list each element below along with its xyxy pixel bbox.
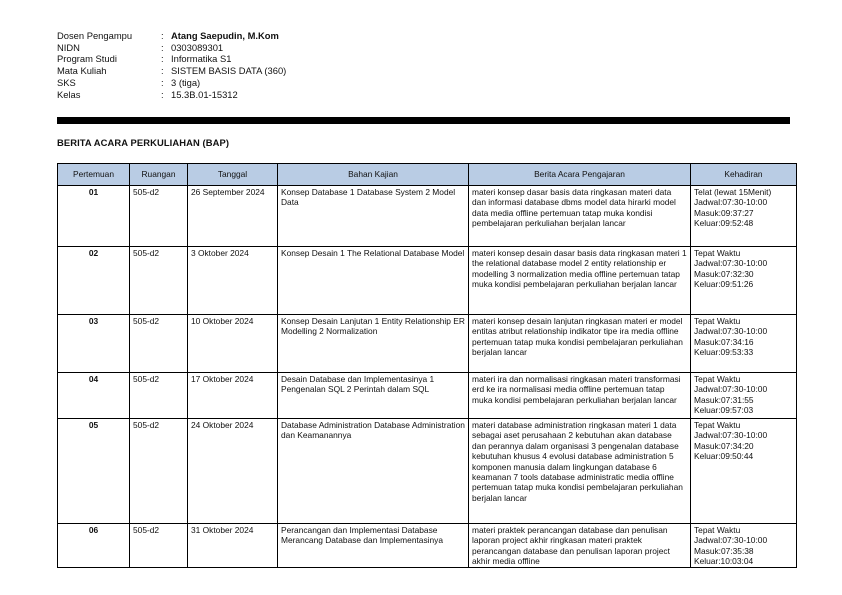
info-row (57, 77, 286, 89)
info-value: Atang Saepudin, M.Kom (171, 30, 279, 41)
tanggal-cell: 3 Oktober 2024 (188, 247, 278, 315)
kehadiran-line: Keluar:09:52:48 (694, 218, 754, 229)
kehadiran-cell (691, 373, 797, 419)
kehadiran-cell (691, 524, 797, 568)
info-separator: : (161, 76, 164, 88)
section-title: BERITA ACARA PERKULIAHAN (BAP) (57, 137, 230, 148)
kehadiran-line: Jadwal:07:30-10:00 (694, 430, 768, 441)
info-separator: : (161, 53, 164, 65)
kehadiran-line: Keluar:09:57:03 (694, 405, 754, 416)
ruangan-cell: 505-d2 (130, 419, 188, 524)
info-separator: : (161, 30, 164, 41)
pertemuan-cell: 05 (58, 419, 130, 524)
pertemuan-cell: 03 (58, 315, 130, 373)
info-label: SKS (57, 76, 76, 88)
lecturer-info (57, 30, 286, 100)
tanggal-cell: 26 September 2024 (188, 186, 278, 247)
kehadiran-line: Jadwal:07:30-10:00 (694, 535, 768, 546)
pertemuan-cell: 06 (58, 524, 130, 568)
info-separator: : (161, 41, 164, 53)
kehadiran-line: Keluar:10:03:04 (694, 556, 754, 567)
kehadiran-cell (691, 419, 797, 524)
berita-acara-cell: materi ira dan normalisasi ringkasan materi transformasi erd ke ira normalisasi media offline pertemuan tatap muka kondisi pembelajaran perkuliahan berjalan lancar (469, 373, 691, 419)
berita-acara-cell: materi konsep dasar basis data ringkasan materi data dan informasi database dbms model data hirarki model data media offline pertemuan tatap muka kondisi pembelajaran perkuliahan berjalan lancar (469, 186, 691, 247)
ruangan-cell: 505-d2 (130, 373, 188, 419)
info-value: Informatika S1 (171, 53, 232, 65)
table-row (58, 524, 797, 568)
info-label: Kelas (57, 88, 81, 100)
kehadiran-line: Jadwal:07:30-10:00 (694, 197, 768, 208)
ruangan-cell: 505-d2 (130, 247, 188, 315)
berita-acara-cell: materi konsep desain dasar basis data ringkasan materi 1 the relational database model 2 entity relationship er modelling 3 normalization media offline pertemuan tatap muka kondisi pembelajaran perkuliahan berjalan lancar (469, 247, 691, 315)
bahan-kajian-cell: Konsep Desain 1 The Relational Database Model (278, 247, 469, 315)
kehadiran-line: Jadwal:07:30-10:00 (694, 384, 768, 395)
info-row (57, 65, 286, 77)
berita-acara-cell: materi database administration ringkasan materi 1 data sebagai aset perusahaan 2 kebutuhan akan database dan perannya dalam organisasi 3 pengenalan database kebutuhan khusus 4 evolusi database administration 5 komponen manusia dalam lingkungan database 6 keamanan 7 tools database administratic media offline pertemuan tatap muka kondisi pembelajaran perkuliahan berjalan lancar (469, 419, 691, 524)
berita-acara-cell: materi konsep desain lanjutan ringkasan materi er model entitas atribut relationship indikator tipe ira media offline pertemuan tatap muka kondisi pembelajaran perkuliahan berjalan lancar (469, 315, 691, 373)
info-value: 15.3B.01-15312 (171, 88, 238, 100)
kehadiran-line: Masuk:07:31:55 (694, 394, 754, 405)
ruangan-cell: 505-d2 (130, 524, 188, 568)
info-separator: : (161, 88, 164, 100)
kehadiran-line: Masuk:07:34:16 (694, 336, 754, 347)
kehadiran-line: Tepat Waktu (694, 420, 741, 430)
kehadiran-line: Jadwal:07:30-10:00 (694, 258, 768, 269)
kehadiran-line: Masuk:09:37:27 (694, 207, 754, 218)
kehadiran-line: Keluar:09:51:26 (694, 279, 754, 290)
info-value: 0303089301 (171, 41, 224, 53)
tanggal-cell: 24 Oktober 2024 (188, 419, 278, 524)
kehadiran-line: Telat (lewat 15Menit) (694, 187, 772, 197)
table-row (58, 186, 797, 247)
pertemuan-cell: 04 (58, 373, 130, 419)
kehadiran-cell (691, 186, 797, 247)
kehadiran-cell (691, 247, 797, 315)
info-separator: : (161, 65, 164, 77)
kehadiran-line: Masuk:07:32:30 (694, 268, 754, 279)
kehadiran-line: Keluar:09:50:44 (694, 451, 754, 462)
tanggal-cell: 17 Oktober 2024 (188, 373, 278, 419)
kehadiran-cell (691, 315, 797, 373)
tanggal-cell: 10 Oktober 2024 (188, 315, 278, 373)
table-row (58, 373, 797, 419)
bahan-kajian-cell: Perancangan dan Implementasi Database Merancang Database dan Implementasinya (278, 524, 469, 568)
kehadiran-line: Masuk:07:34:20 (694, 440, 754, 451)
info-value: SISTEM BASIS DATA (360) (171, 65, 287, 77)
bahan-kajian-cell: Desain Database dan Implementasinya 1 Pengenalan SQL 2 Perintah dalam SQL (278, 373, 469, 419)
kehadiran-line: Tepat Waktu (694, 248, 741, 258)
info-row (57, 89, 286, 101)
berita-acara-cell: materi praktek perancangan database dan penulisan laporan project akhir ringkasan materi praktek perancangan database dan penulisan laporan project akhir media offline (469, 524, 691, 568)
kehadiran-line: Tepat Waktu (694, 316, 741, 326)
table-header-row (58, 164, 797, 186)
info-label: Mata Kuliah (57, 65, 107, 77)
bahan-kajian-cell: Konsep Database 1 Database System 2 Model Data (278, 186, 469, 247)
info-row (57, 42, 286, 54)
info-label: Program Studi (57, 53, 117, 65)
ruangan-cell: 505-d2 (130, 315, 188, 373)
col-header-berita-acara: Berita Acara Pengajaran (469, 164, 691, 186)
info-label: NIDN (57, 41, 80, 53)
info-row (57, 53, 286, 65)
kehadiran-line: Masuk:07:35:38 (694, 545, 754, 556)
info-label: Dosen Pengampu (57, 30, 133, 41)
col-header-tanggal: Tanggal (188, 164, 278, 186)
bahan-kajian-cell: Konsep Desain Lanjutan 1 Entity Relationship ER Modelling 2 Normalization (278, 315, 469, 373)
info-row (57, 30, 286, 42)
info-value: 3 (tiga) (171, 76, 201, 88)
kehadiran-line: Tepat Waktu (694, 525, 741, 535)
table-row (58, 315, 797, 373)
ruangan-cell: 505-d2 (130, 186, 188, 247)
bap-table (57, 163, 797, 568)
divider-bar (57, 117, 790, 124)
table-row (58, 247, 797, 315)
pertemuan-cell: 02 (58, 247, 130, 315)
tanggal-cell: 31 Oktober 2024 (188, 524, 278, 568)
table-row (58, 419, 797, 524)
col-header-pertemuan: Pertemuan (58, 164, 130, 186)
col-header-ruangan: Ruangan (130, 164, 188, 186)
col-header-bahan-kajian: Bahan Kajian (278, 164, 469, 186)
kehadiran-line: Jadwal:07:30-10:00 (694, 326, 768, 337)
kehadiran-line: Keluar:09:53:33 (694, 347, 754, 358)
kehadiran-line: Tepat Waktu (694, 374, 741, 384)
bahan-kajian-cell: Database Administration Database Administration dan Keamanannya (278, 419, 469, 524)
pertemuan-cell: 01 (58, 186, 130, 247)
col-header-kehadiran: Kehadiran (691, 164, 797, 186)
